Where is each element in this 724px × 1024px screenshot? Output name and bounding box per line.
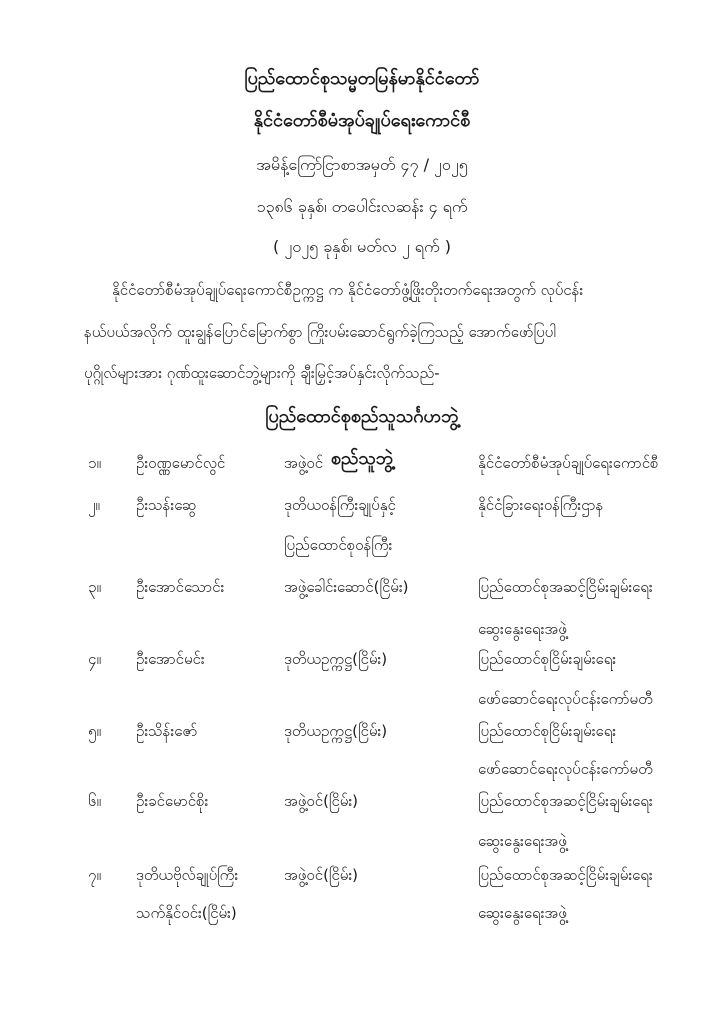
country-name-heading: ပြည်ထောင်စုသမ္မတမြန်မာနိုင်ငံတော် bbox=[244, 68, 480, 89]
award-subtitle: စည်သူဘွဲ့ bbox=[330, 448, 394, 469]
recipient-organization-line-2: ဖော်ဆောင်ရေးလုပ်ငန်းကော်မတီ bbox=[478, 690, 653, 708]
award-title: ပြည်ထောင်စုစည်သူသင်္ဂဟဘွဲ့ bbox=[265, 406, 459, 427]
recipient-organization: ပြည်ထောင်စုအဆင့်ငြိမ်းချမ်းရေး bbox=[478, 792, 653, 810]
recipient-name: ဦးသိန်းဇော် bbox=[136, 722, 198, 740]
order-number: အမိန့်ကြော်ငြာစာအမှတ် ၄၇ / ၂၀၂၅ bbox=[256, 155, 468, 174]
row-number: ၇။ bbox=[88, 866, 101, 884]
row-number: ၆။ bbox=[88, 792, 101, 810]
recipient-position: ဒုတိယဥက္ကဋ္ဌ(ငြိမ်း) bbox=[284, 650, 388, 668]
recipient-organization-line-2: ဆွေးနွေးရေးအဖွဲ့ bbox=[478, 620, 567, 638]
recipient-organization-line-2: ဆွေးနွေးရေးအဖွဲ့ bbox=[478, 904, 567, 922]
recipient-name: ဒုတိယဗိုလ်ချုပ်ကြီး bbox=[136, 866, 239, 884]
body-paragraph-line-1: နိုင်ငံတော်စီမံအုပ်ချုပ်ရေးကောင်စီဥက္ကဋ္ဌ က နိုင်ငံတော်ဖွံ့ဖြိုးတိုးတက်ရေးအတွက် လုပ်ငန်း bbox=[112, 281, 584, 299]
row-number: ၁။ bbox=[88, 454, 101, 472]
recipient-position-line-2: ပြည်ထောင်စုဝန်ကြီး bbox=[284, 536, 393, 554]
recipient-name: ဦးအောင်သောင်း bbox=[136, 578, 225, 596]
council-name-heading: နိုင်ငံတော်စီမံအုပ်ချုပ်ရေးကောင်စီ bbox=[253, 110, 471, 131]
recipient-position: အဖွဲ့ဝင် bbox=[284, 454, 324, 472]
recipient-organization: နိုင်ငံခြားရေးဝန်ကြီးဌာန bbox=[478, 496, 604, 514]
recipient-organization: ပြည်ထောင်စုအဆင့်ငြိမ်းချမ်းရေး bbox=[478, 578, 653, 596]
recipient-position: အဖွဲ့ဝင်(ငြိမ်း) bbox=[284, 792, 359, 810]
myanmar-date: ၁၃၈၆ ခုနှစ်၊ တပေါင်းလဆန်း ၄ ရက် bbox=[256, 197, 468, 216]
recipient-position: ဒုတိယဥက္ကဋ္ဌ(ငြိမ်း) bbox=[284, 722, 388, 740]
recipient-organization-line-2: ဆွေးနွေးရေးအဖွဲ့ bbox=[478, 832, 567, 850]
body-paragraph-line-2: နယ်ပယ်အလိုက် ထူးချွန်ပြောင်မြောက်စွာ ကြိုးပမ်းဆောင်ရွက်ခဲ့ကြသည့် အောက်ဖော်ပြပါ bbox=[84, 323, 556, 341]
recipient-position: အဖွဲ့ခေါင်းဆောင်(ငြိမ်း) bbox=[284, 578, 409, 596]
recipient-organization: နိုင်ငံတော်စီမံအုပ်ချုပ်ရေးကောင်စီ bbox=[478, 454, 659, 472]
body-paragraph-line-3: ပုဂ္ဂိုလ်များအား ဂုဏ်ထူးဆောင်ဘွဲ့များကို ချီးမြှင့်အပ်နှင်းလိုက်သည်- bbox=[84, 364, 440, 382]
recipient-organization-line-2: ဖော်ဆောင်ရေးလုပ်ငန်းကော်မတီ bbox=[478, 760, 653, 778]
gregorian-date: ( ၂၀၂၅ ခုနှစ်၊ မတ်လ ၂ ရက် ) bbox=[273, 237, 451, 256]
row-number: ၃။ bbox=[88, 578, 101, 596]
row-number: ၄။ bbox=[88, 650, 101, 668]
recipient-position: ဒုတိယဝန်ကြီးချုပ်နှင့် bbox=[284, 496, 396, 514]
recipient-position: အဖွဲ့ဝင်(ငြိမ်း) bbox=[284, 866, 359, 884]
row-number: ၅။ bbox=[88, 722, 101, 740]
recipient-name: ဦးသန်းဆွေ bbox=[136, 496, 197, 514]
recipient-organization: ပြည်ထောင်စုငြိမ်းချမ်းရေး bbox=[478, 722, 617, 740]
recipient-organization: ပြည်ထောင်စုအဆင့်ငြိမ်းချမ်းရေး bbox=[478, 866, 653, 884]
recipient-name: ဦးဝဏ္ဏမောင်လွင် bbox=[136, 454, 226, 472]
row-number: ၂။ bbox=[88, 496, 100, 514]
recipient-name-line-2: သက်နိုင်ဝင်း(ငြိမ်း) bbox=[136, 904, 237, 922]
recipient-name: ဦးအောင်မင်း bbox=[136, 650, 205, 668]
recipient-organization: ပြည်ထောင်စုငြိမ်းချမ်းရေး bbox=[478, 650, 617, 668]
recipient-name: ဦးခင်မောင်စိုး bbox=[136, 792, 209, 810]
